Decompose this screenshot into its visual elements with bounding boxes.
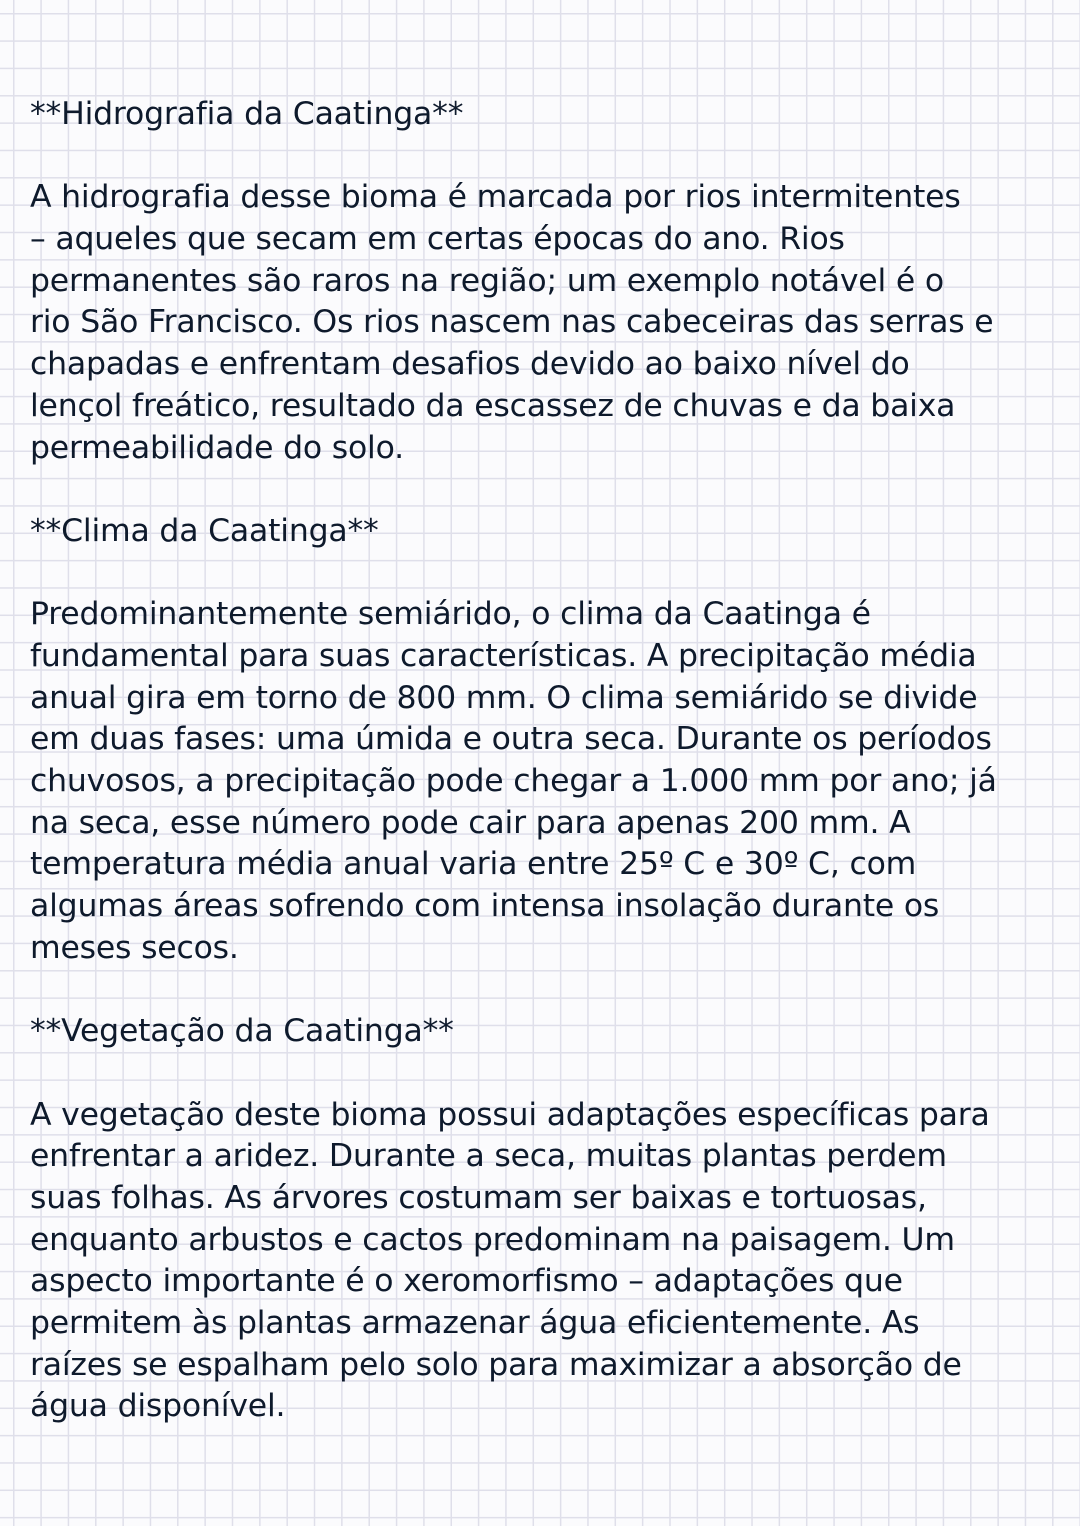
- paragraph-line: permitem às plantas armazenar água eficientemente. As: [30, 1304, 920, 1341]
- section-clima: [30, 511, 1070, 1011]
- paragraph-line: Predominantemente semiárido, o clima da Caatinga é: [30, 596, 871, 633]
- blank-line: [30, 1053, 1070, 1095]
- paragraph-line: chuvosos, a precipitação pode chegar a 1.000 mm por ano; já: [30, 763, 997, 799]
- paragraph-line: chapadas e enfrentam desafios devido ao baixo nível do: [30, 346, 910, 383]
- blank-line: [30, 969, 1070, 1011]
- paragraph-line: algumas áreas sofrendo com intensa insolação durante os: [30, 888, 940, 925]
- paragraph-line: em duas fases: uma úmida e outra seca. Durante os períodos: [30, 721, 992, 758]
- section-paragraph: [30, 1095, 1070, 1429]
- paragraph-line: água disponível.: [30, 1388, 286, 1425]
- paragraph-line: – aqueles que secam em certas épocas do ano. Rios: [30, 221, 845, 258]
- paragraph-line: permeabilidade do solo.: [30, 429, 404, 466]
- paragraph-line: temperatura média anual varia entre 25º C e 30º C, com: [30, 846, 917, 883]
- section-heading: **Vegetação da Caatinga**: [30, 1013, 454, 1050]
- paragraph-line: raízes se espalham pelo solo para maximizar a absorção de: [30, 1346, 962, 1383]
- paragraph-line: fundamental para suas características. A precipitação média: [30, 637, 977, 674]
- document-page: [30, 94, 1070, 1428]
- paragraph-line: lençol freático, resultado da escassez de chuvas e da baixa: [30, 387, 956, 424]
- paragraph-line: A vegetação deste bioma possui adaptações específicas para: [30, 1096, 990, 1133]
- section-hidrografia: [30, 94, 1070, 511]
- paragraph-line: enquanto arbustos e cactos predominam na paisagem. Um: [30, 1221, 955, 1258]
- blank-line: [30, 136, 1070, 178]
- blank-line: [30, 553, 1070, 595]
- paragraph-line: suas folhas. As árvores costumam ser baixas e tortuosas,: [30, 1179, 927, 1216]
- paragraph-line: permanentes são raros na região; um exemplo notável é o: [30, 262, 944, 299]
- paragraph-line: enfrentar a aridez. Durante a seca, muitas plantas perdem: [30, 1138, 947, 1175]
- section-paragraph: [30, 594, 1070, 969]
- paragraph-line: meses secos.: [30, 929, 239, 966]
- paragraph-line: A hidrografia desse bioma é marcada por rios intermitentes: [30, 179, 961, 216]
- section-heading: **Hidrografia da Caatinga**: [30, 96, 464, 132]
- section-vegetacao: [30, 1011, 1070, 1428]
- paragraph-line: anual gira em torno de 800 mm. O clima semiárido se divide: [30, 679, 978, 716]
- paragraph-line: na seca, esse número pode cair para apenas 200 mm. A: [30, 804, 911, 841]
- section-paragraph: [30, 177, 1070, 469]
- paragraph-line: aspecto importante é o xeromorfismo – adaptações que: [30, 1263, 903, 1300]
- paragraph-line: rio São Francisco. Os rios nascem nas cabeceiras das serras e: [30, 304, 994, 341]
- section-heading: **Clima da Caatinga**: [30, 512, 379, 549]
- blank-line: [30, 469, 1070, 511]
